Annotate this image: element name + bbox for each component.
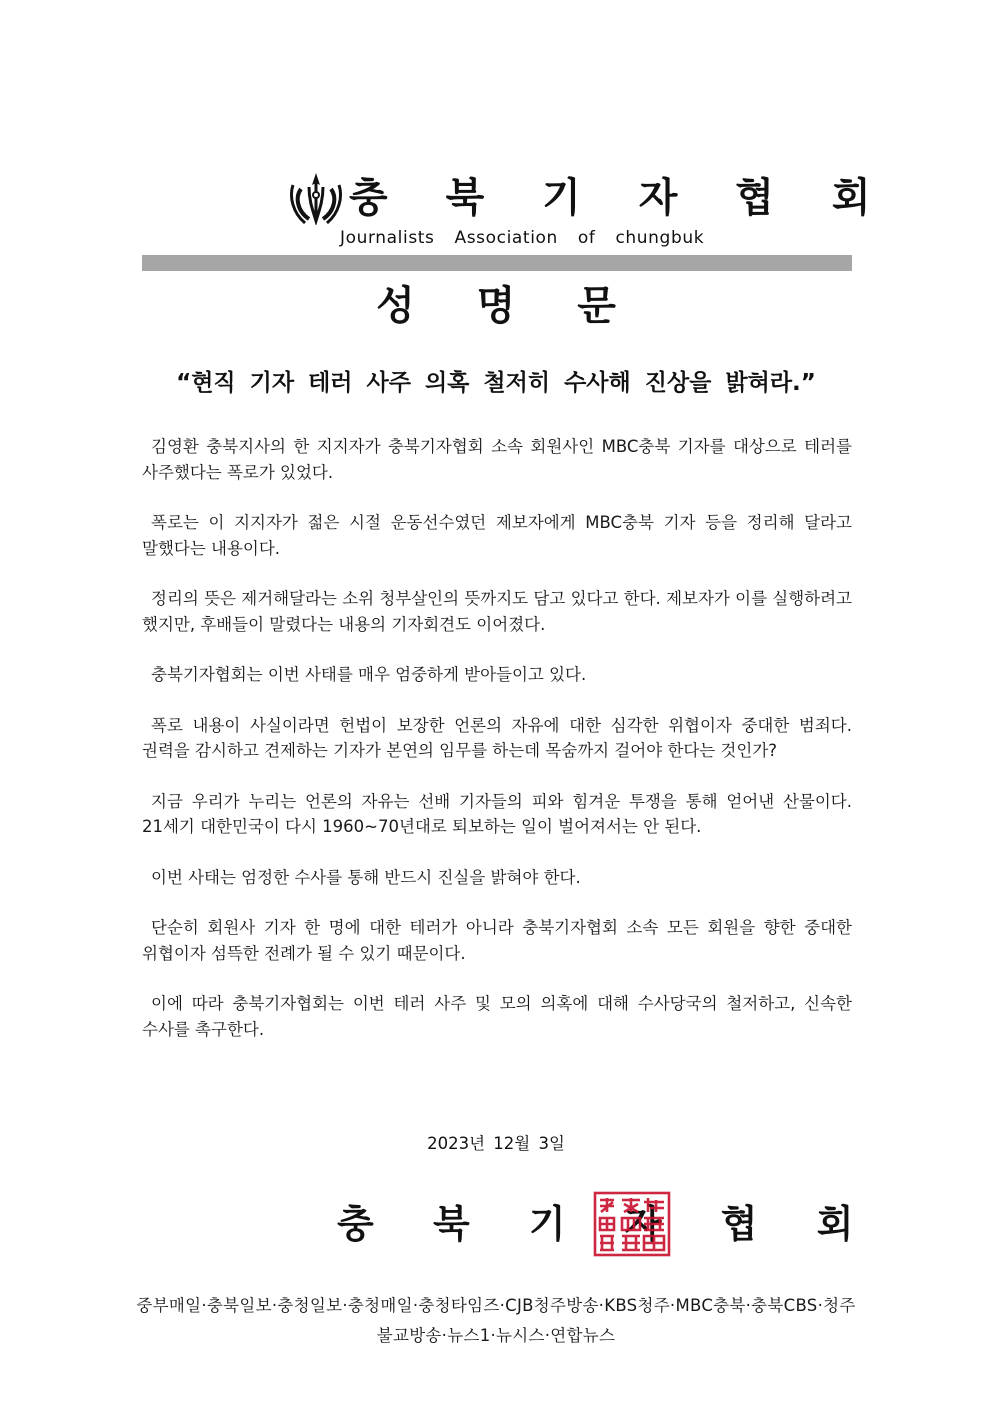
body-paragraph: 김영환 충북지사의 한 지지자가 충북기자협회 소속 회원사인 MBC충북 기자를 대상으로 테러를 사주했다는 폭로가 있었다. <box>142 437 852 482</box>
body-paragraph: 이번 사태는 엄정한 수사를 통해 반드시 진실을 밝혀야 한다. <box>151 867 581 887</box>
body-paragraph: 폭로 내용이 사실이라면 헌법이 보장한 언론의 자유에 대한 심각한 위협이자 중대한 범죄다. 권력을 감시하고 견제하는 기자가 본연의 임무를 하는데 목숨까지 걸어야 한다는 것인가? <box>142 715 852 760</box>
body-paragraph: 정리의 뜻은 제거해달라는 소위 청부살인의 뜻까지도 담고 있다고 한다. 제보자가 이를 실행하려고 했지만, 후배들이 말렸다는 내용의 기자회견도 이어졌다. <box>142 589 852 634</box>
body-paragraph: 충북기자협회는 이번 사태를 매우 엄중하게 받아들이고 있다. <box>151 665 587 684</box>
document-type-title: 성 명 문 <box>376 283 640 329</box>
body-paragraph: 단순히 회원사 기자 한 명에 대한 테러가 아니라 충북기자협회 소속 모든 회원을 향한 중대한 위협이자 섬뜩한 전례가 될 수 있기 때문이다. <box>142 918 852 963</box>
body-paragraph: 지금 우리가 누리는 언론의 자유는 선배 기자들의 피와 힘겨운 투쟁을 통해 얻어낸 산물이다. 21세기 대한민국이 다시 1960~70년대로 퇴보하는 일이 벌어져서는 안 된다. <box>142 791 852 836</box>
body-paragraph: 이에 따라 충북기자협회는 이번 테러 사주 및 모의 의혹에 대해 수사당국의 철저하고, 신속한 수사를 촉구한다. <box>142 994 852 1039</box>
logo-row <box>287 168 892 228</box>
statement-date: 2023년 12월 3일 <box>427 1134 565 1153</box>
organization-title: 충 북 기 자 협 회 <box>349 175 893 221</box>
letterhead <box>142 168 893 258</box>
statement-body <box>142 434 852 1067</box>
body-paragraph: 폭로는 이 지지자가 젊은 시절 운동선수였던 제보자에게 MBC충북 기자 등을 정리해 달라고 말했다는 내용이다. <box>142 513 852 558</box>
journalists-association-emblem-icon <box>287 171 345 225</box>
header-divider <box>142 255 852 271</box>
signature-block <box>0 1190 992 1260</box>
organization-subtitle-english: Journalists Association of chungbuk <box>340 228 705 248</box>
statement-headline: “현직 기자 테러 사주 의혹 철저히 수사해 진상을 밝혀라.” <box>176 370 816 396</box>
member-outlets-list: 중부매일·충북일보·충청일보·충청매일·충청타임즈·CJB청주방송·KBS청주·MBC충북·충북CBS·청주불교방송·뉴스1·뉴시스·연합뉴스 <box>136 1296 856 1345</box>
red-seal-stamp-icon <box>592 1190 672 1258</box>
signature-organization-name: 충 북 기 자 협 회 <box>337 1202 877 1246</box>
